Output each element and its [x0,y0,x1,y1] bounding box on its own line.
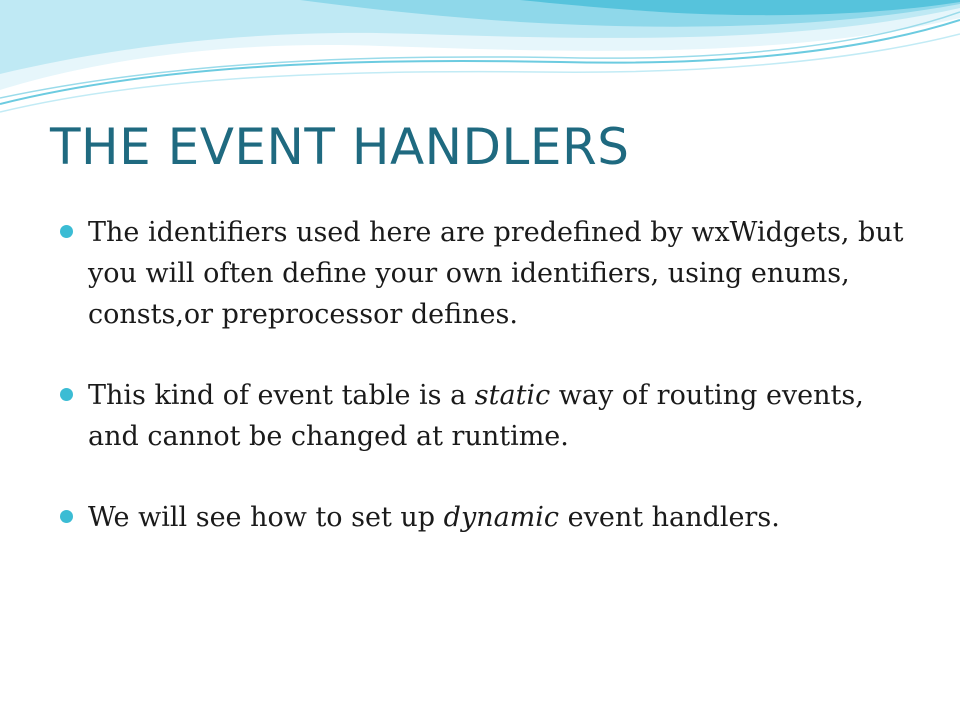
bullet-text [88,380,864,452]
bullet-item [60,212,920,335]
bullet-text [88,502,780,533]
bullet-list [60,212,920,538]
bullet-text-plain: way of routing events, and cannot be changed at runtime. [88,380,864,452]
bullet-icon [60,225,73,238]
bullet-item [60,497,920,538]
bullet-text [88,217,904,330]
bullet-icon [60,510,73,523]
bullet-text-plain: The identifiers used here are predefined by wxWidgets, but you will often define your own identifiers, using enums, consts,or preprocessor defines. [88,217,904,330]
slide-title: THE EVENT HANDLERS [50,118,630,176]
bullet-text-plain: This kind of event table is a [88,380,475,411]
bullet-item [60,375,920,457]
bullet-text-plain: We will see how to set up [88,502,444,533]
bullet-text-emphasis: static [474,380,551,411]
header-wave-decoration [0,0,960,120]
bullet-text-emphasis: dynamic [443,502,560,533]
bullet-text-plain: event handlers. [559,502,780,533]
bullet-icon [60,388,73,401]
